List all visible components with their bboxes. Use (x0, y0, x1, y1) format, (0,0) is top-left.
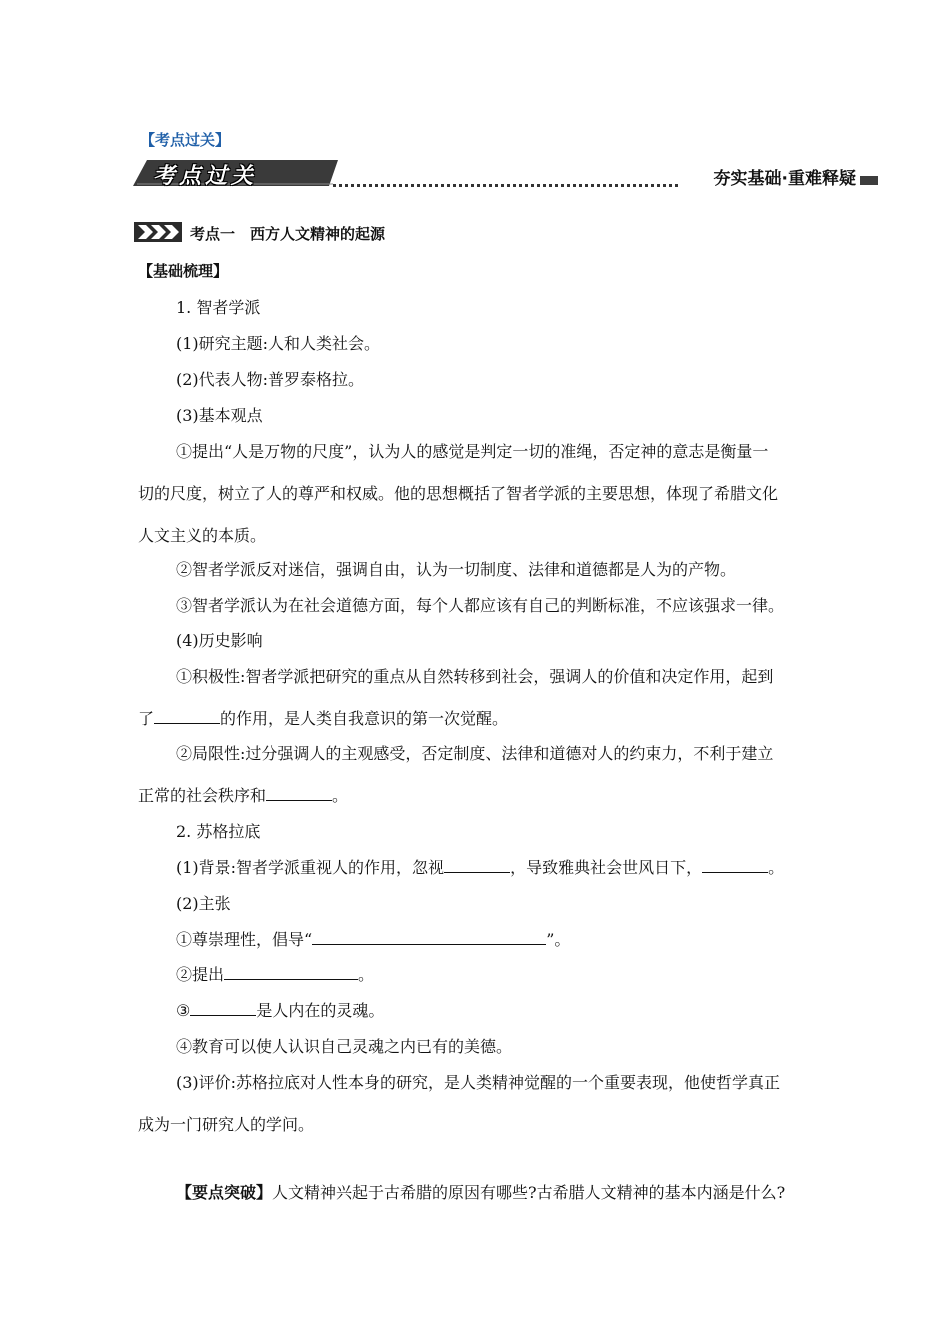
banner-title-block (133, 158, 333, 189)
text-line: ①提出“人是万物的尺度”，认为人的感觉是判定一切的准绳，否定神的意志是衡量一 (176, 442, 769, 461)
text-line-with-blank: ②提出 。 (176, 965, 375, 984)
text-line: 2. 苏格拉底 (176, 822, 261, 841)
banner-subtitle: 夯实基础·重难释疑 (710, 164, 860, 189)
fill-blank[interactable] (154, 709, 220, 724)
text-line: (4)历史影响 (176, 631, 263, 650)
key-points-question: 人文精神兴起于古希腊的原因有哪些?古希腊人文精神的基本内涵是什么? (272, 1183, 786, 1202)
triple-chevron-icon (134, 222, 182, 242)
key-points-label: 【要点突破】 (176, 1183, 273, 1202)
text-line-with-blank: ③ 是人内在的灵魂。 (176, 1001, 385, 1020)
text-line-with-blank: ①尊崇理性，倡导“ ”。 (176, 930, 571, 949)
text-line: (1)研究主题:人和人类社会。 (176, 334, 381, 353)
text-line: 成为一门研究人的学问。 (138, 1115, 315, 1134)
text-line: ①积极性:智者学派把研究的重点从自然转移到社会，强调人的价值和决定作用，起到 (176, 667, 774, 686)
fill-blank[interactable] (312, 930, 546, 945)
fill-blank[interactable] (224, 965, 358, 980)
text-line: ②智者学派反对迷信，强调自由，认为一切制度、法律和道德都是人为的产物。 (176, 560, 737, 579)
text-line: ③智者学派认为在社会道德方面，每个人都应该有自己的判断标准，不应该强求一律。 (176, 596, 785, 615)
basics-label: 【基础梳理】 (138, 262, 229, 280)
text-line-with-blank: 正常的社会秩序和 。 (138, 786, 349, 805)
section-banner (133, 158, 878, 190)
text-line-with-blank: 了 的作用，是人类自我意识的第一次觉醒。 (138, 709, 509, 728)
text-line: ④教育可以使人认识自己灵魂之内已有的美德。 (176, 1037, 513, 1056)
fill-blank[interactable] (702, 858, 768, 873)
text-line: 1. 智者学派 (176, 298, 261, 317)
topic-heading: 考点一 西方人文精神的起源 (190, 225, 386, 243)
text-line: 切的尺度，树立了人的尊严和权威。他的思想概括了智者学派的主要思想，体现了希腊文化 (138, 484, 779, 503)
fill-blank[interactable] (190, 1001, 256, 1016)
text-line: (3)基本观点 (176, 406, 263, 425)
fill-blank[interactable] (444, 858, 510, 873)
banner-title: 考点过关 (153, 164, 258, 189)
fill-blank[interactable] (266, 786, 332, 801)
key-points-row (176, 1180, 785, 1203)
text-line: (2)主张 (176, 894, 231, 913)
section-tag: 【考点过关】 (140, 131, 231, 149)
text-line: (2)代表人物:普罗泰格拉。 (176, 370, 365, 389)
text-line-with-blank: (1)背景:智者学派重视人的作用，忽视 ，导致雅典社会世风日下， 。 (176, 858, 785, 877)
text-line: (3)评价:苏格拉底对人性本身的研究，是人类精神觉醒的一个重要表现，他使哲学真正 (176, 1073, 781, 1092)
banner-dotted-line (333, 184, 678, 187)
text-line: 人文主义的本质。 (138, 526, 267, 545)
text-line: ②局限性:过分强调人的主观感受，否定制度、法律和道德对人的约束力，不利于建立 (176, 744, 774, 763)
